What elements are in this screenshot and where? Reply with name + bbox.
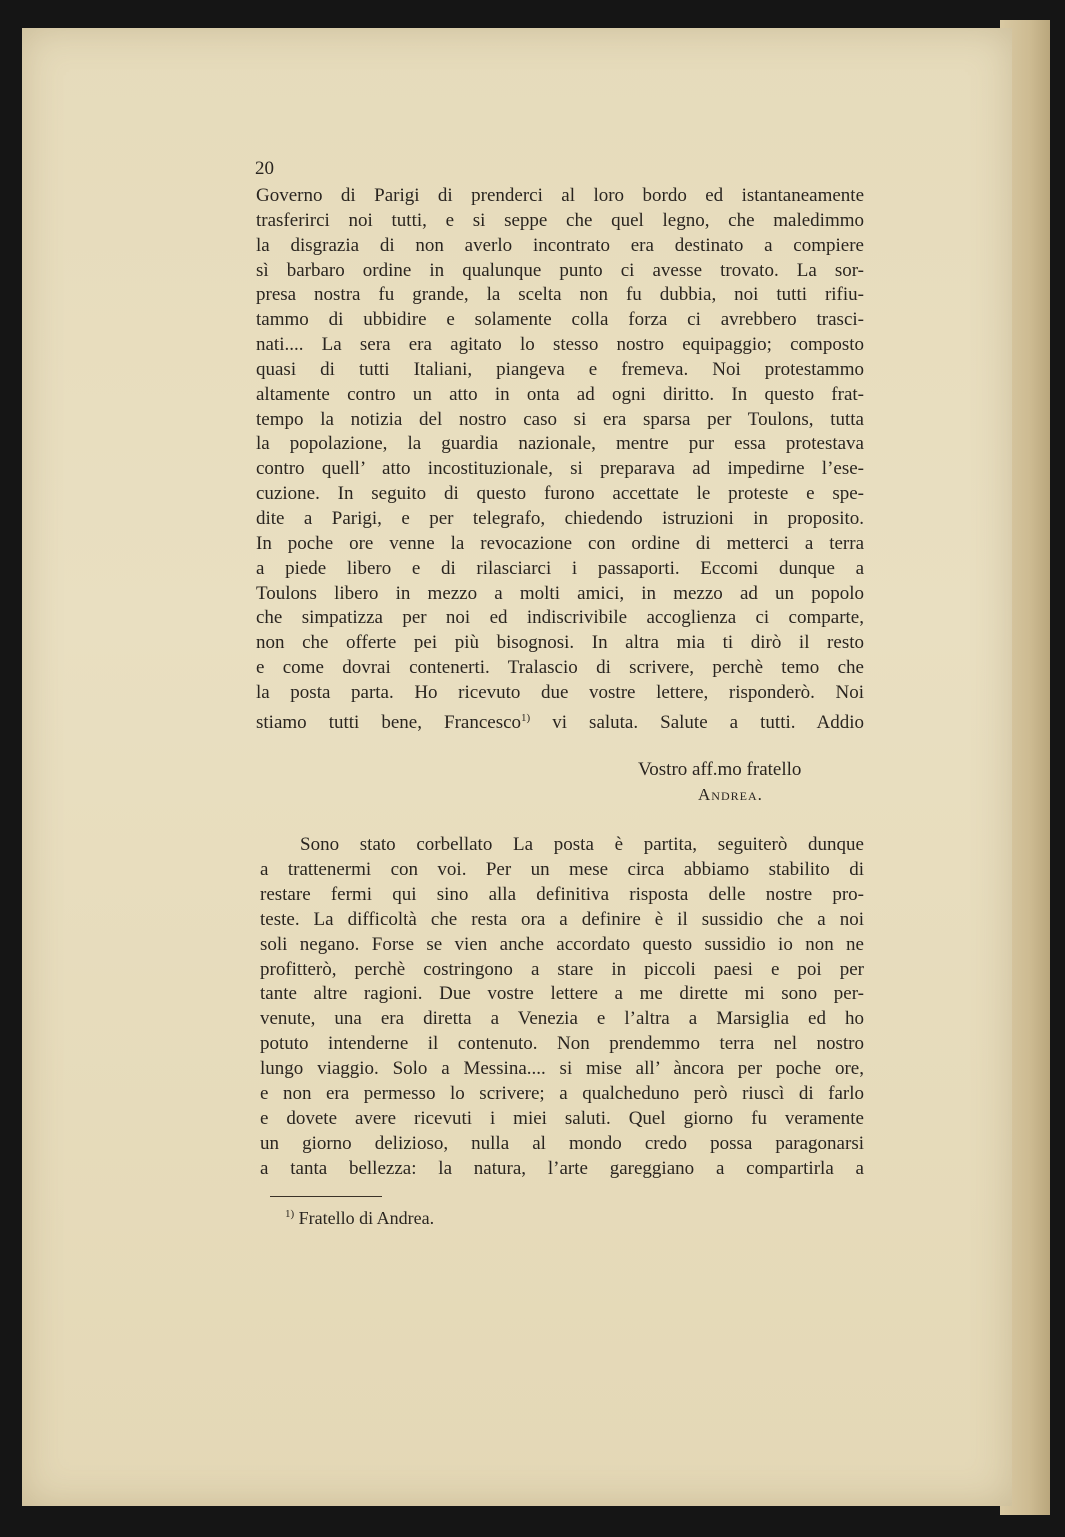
text-line: nati.... La sera era agitato lo stesso nostro equipaggio; composto [256,334,864,356]
text-line: la popolazione, la guardia nazionale, mentre pur essa protestava [256,433,864,455]
signature-name: Andrea. [698,785,763,804]
text-fragment: stiamo tutti bene, Francesco [256,711,522,733]
text-line: quasi di tutti Italiani, piangeva e fremeva. Noi protestammo [256,358,864,380]
text-line: trasferirci noi tutti, e si seppe che quel legno, che maledimmo [256,209,864,231]
text-line: e non era permesso lo scrivere; a qualcheduno però riuscì di farlo [260,1083,864,1105]
text-line: Governo di Parigi di prenderci al loro bordo ed istantaneamente [256,185,864,206]
text-line-last [256,706,864,736]
text-line: tante altre ragioni. Due vostre lettere a me dirette mi sono per- [260,983,864,1005]
footnote [285,1208,434,1229]
text-line: Sono stato corbellato La posta è partita, seguiterò dunque [300,834,864,855]
footnote-text: Fratello di Andrea. [298,1208,435,1228]
text-line: tempo la notizia del nostro caso si era sparsa per Toulons, tutta [256,408,864,430]
letter-paragraph-1 [256,184,864,736]
footnote-divider [270,1196,382,1197]
text-line: contro quell’ atto incostituzionale, si preparava ad impedirne l’ese- [256,458,864,480]
text-line: la disgrazia di non averlo incontrato era destinato a compiere [256,234,864,256]
text-line: venute, una era diretta a Venezia e l’altra a Marsiglia ed ho [260,1008,864,1030]
text-line: a tanta bellezza: la natura, l’arte gareggiano a compartirla a [260,1157,864,1179]
text-line: soli negano. Forse se vien anche accordato questo sussidio io non ne [260,933,864,955]
text-line: restare fermi qui sino alla definitiva risposta delle nostre pro- [260,883,864,905]
text-line: dite a Parigi, e per telegrafo, chiedendo istruzioni in proposito. [256,507,864,529]
text-line: sì barbaro ordine in qualunque punto ci avesse trovato. La sor- [256,259,864,281]
footnote-mark: 1) [285,1208,295,1220]
text-line: potuto intenderne il contenuto. Non prendemmo terra nel nostro [260,1033,864,1055]
text-line: non che offerte pei più bisognosi. In altra mia ti dirò il resto [256,632,864,654]
text-fragment: vi saluta. Salute a tutti. Addio [530,711,864,733]
text-line: teste. La difficoltà che resta ora a definire è il sussidio che a noi [260,908,864,930]
footnote-reference[interactable]: 1) [521,711,531,724]
text-line: In poche ore venne la revocazione con ordine di metterci a terra [256,532,864,554]
text-line: tammo di ubbidire e solamente colla forza ci avrebbero trasci- [256,309,864,331]
text-line: Toulons libero in mezzo a molti amici, in mezzo ad un popolo [256,582,864,604]
signature-closing: Vostro aff.mo fratello [638,759,802,780]
text-line: la posta parta. Ho ricevuto due vostre lettere, risponderò. Noi [256,681,864,703]
letter-paragraph-2 [260,833,864,1182]
text-line: a trattenermi con voi. Per un mese circa abbiamo stabilito di [260,858,864,880]
text-line: presa nostra fu grande, la scelta non fu dubbia, noi tutti rifiu- [256,284,864,306]
text-line: che simpatizza per noi ed indiscrivibile accoglienza ci comparte, [256,607,864,629]
text-line: un giorno delizioso, nulla al mondo credo possa paragonarsi [260,1132,864,1154]
text-line: e dovete avere ricevuti i miei saluti. Quel giorno fu veramente [260,1107,864,1129]
page-number: 20 [255,158,274,179]
text-line: altamente contro un atto in onta ad ogni diritto. In questo frat- [256,383,864,405]
text-line: profitterò, perchè costringono a stare in piccoli paesi e poi per [260,958,864,980]
text-line: cuzione. In seguito di questo furono accettate le proteste e spe- [256,483,864,505]
text-line: lungo viaggio. Solo a Messina.... si mise all’ àncora per poche ore, [260,1058,864,1080]
text-line: a piede libero e di rilasciarci i passaporti. Eccomi dunque a [256,557,864,579]
text-line: e come dovrai contenerti. Tralascio di scrivere, perchè temo che [256,657,864,679]
